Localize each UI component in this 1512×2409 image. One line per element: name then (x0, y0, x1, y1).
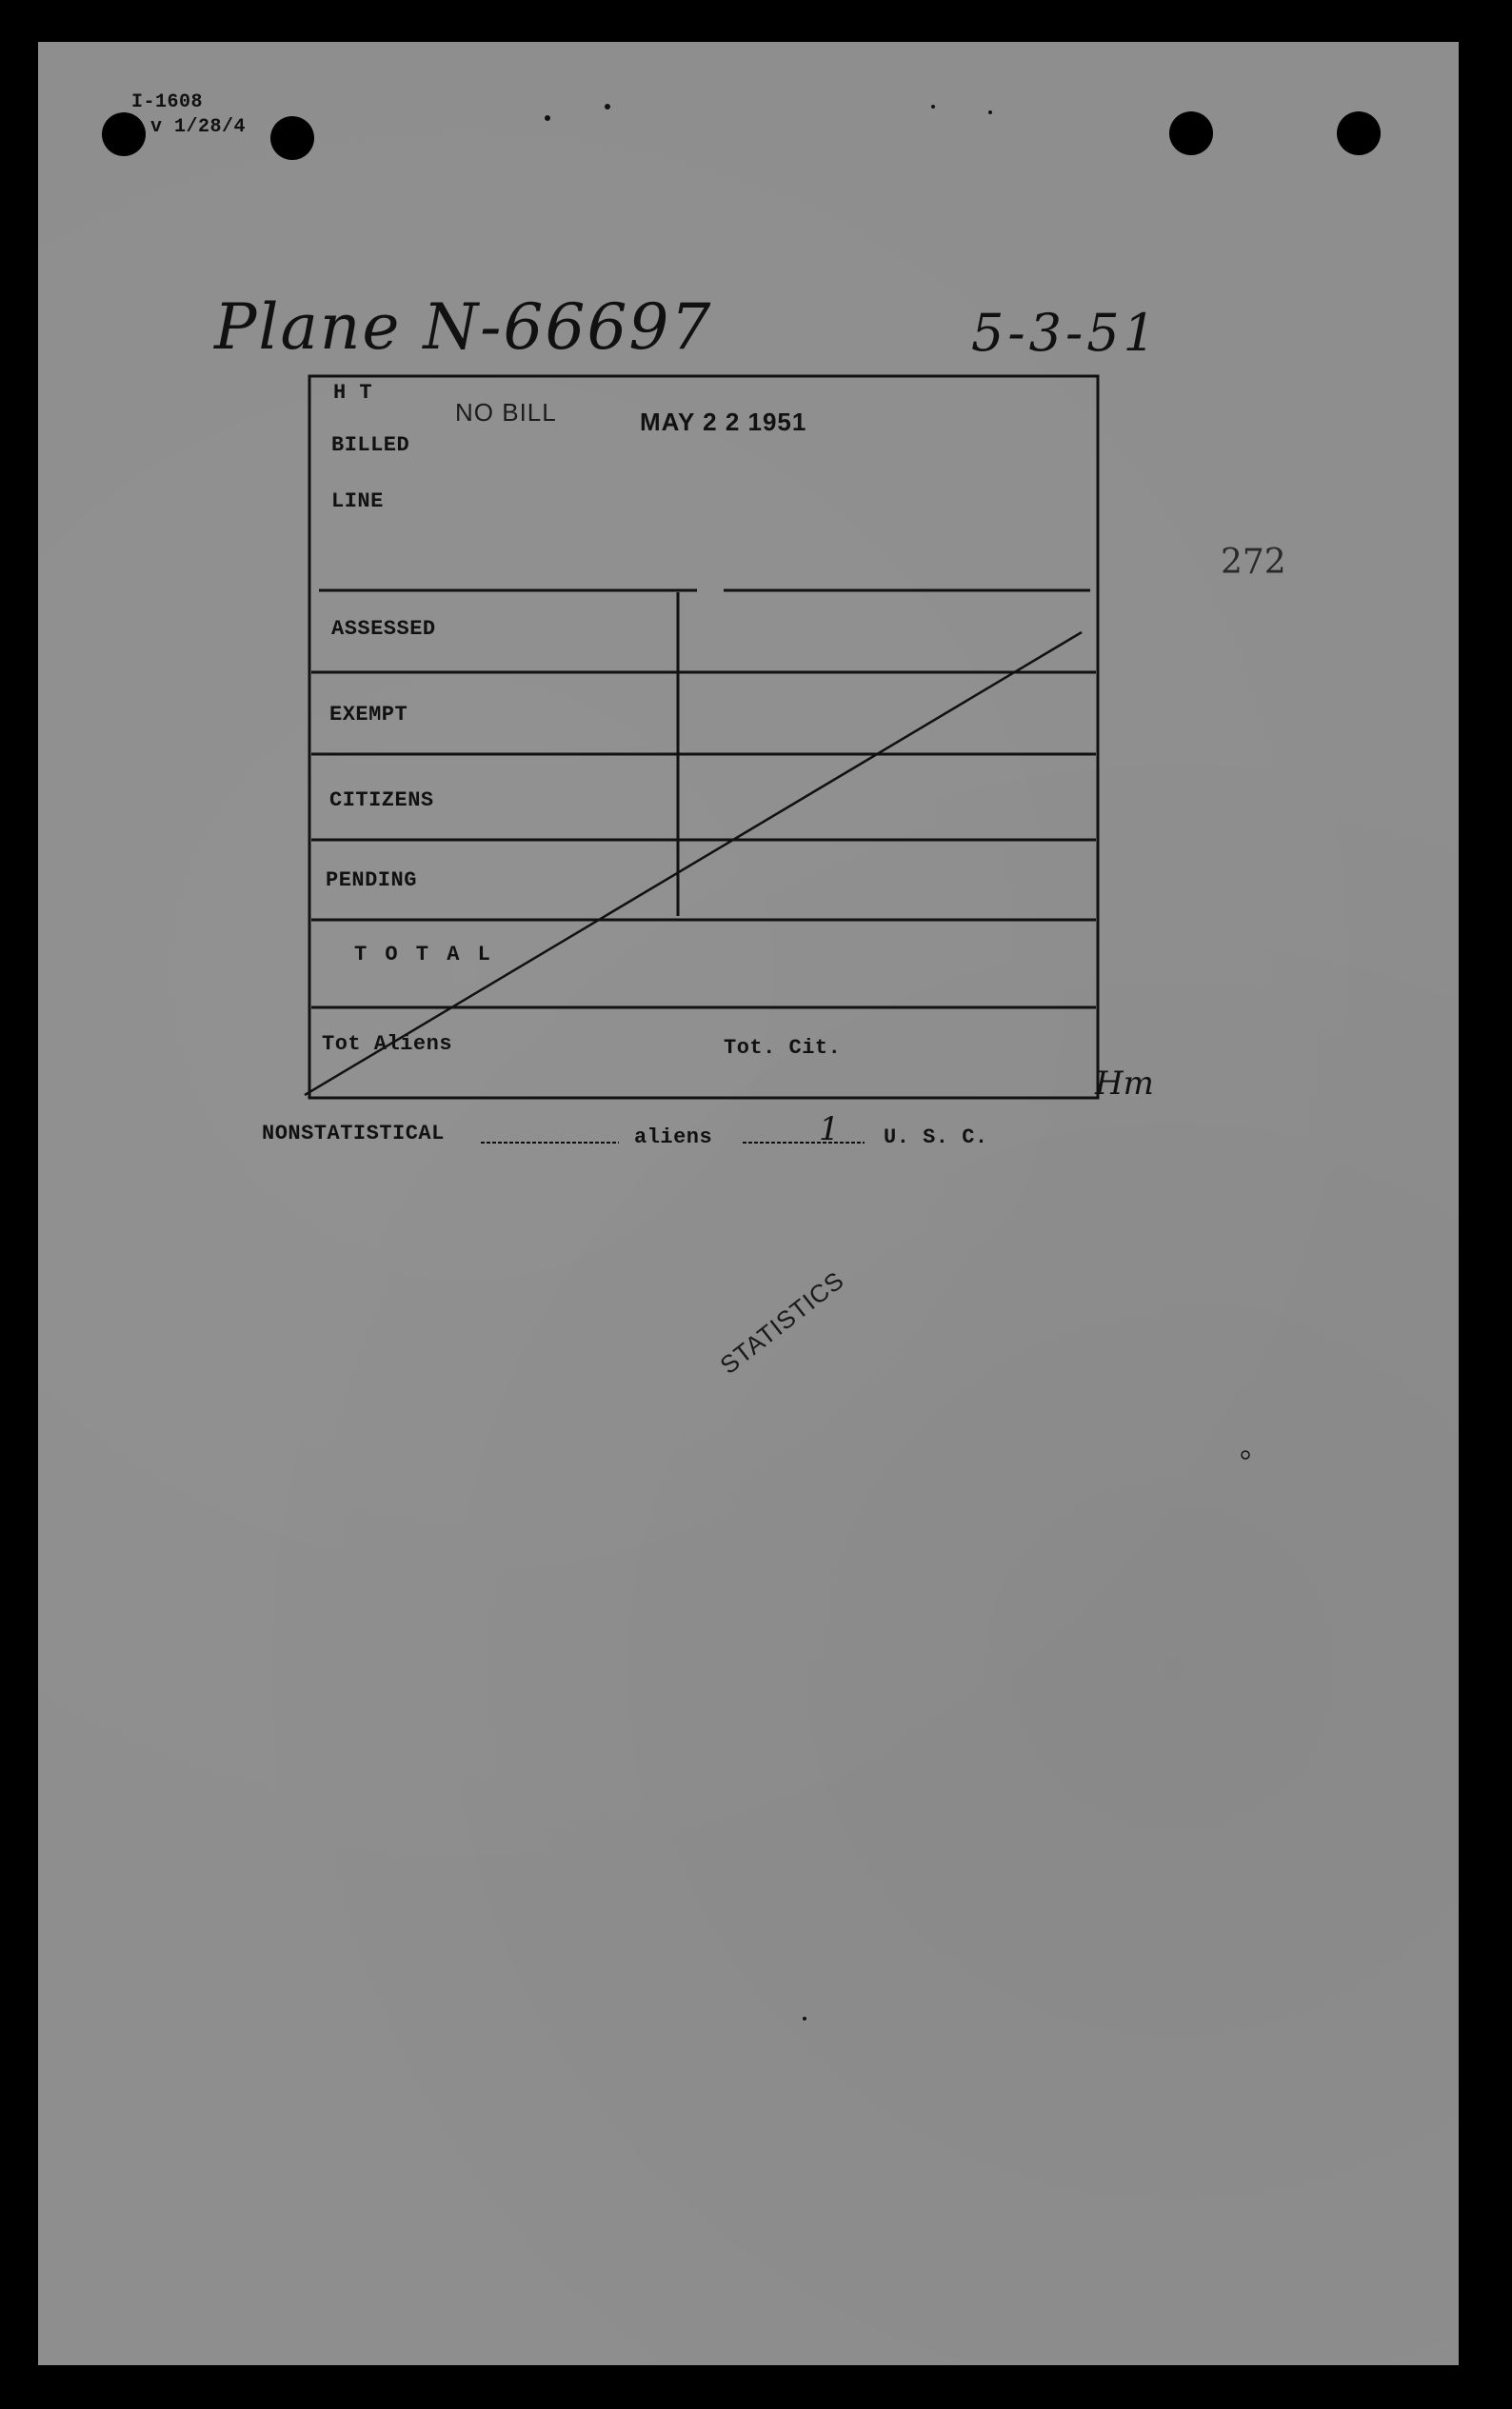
nonstatistical-label: NONSTATISTICAL (262, 1122, 445, 1145)
row-label-exempt: EXEMPT (329, 703, 408, 727)
form-revision: v 1/28/4 (150, 116, 247, 138)
label-line: LINE (331, 489, 384, 513)
aliens-label: aliens (634, 1125, 713, 1149)
handwritten-plane: Plane N-66697 (214, 290, 713, 364)
handwritten-initials: Hm (1095, 1065, 1154, 1103)
statistics-stamp: STATISTICS (714, 1265, 850, 1380)
page-number: 272 (1221, 543, 1286, 582)
usc-count: 1 (819, 1110, 840, 1148)
form-number: I-1608 (131, 91, 204, 113)
row-label-citizens: CITIZENS (329, 788, 434, 812)
no-bill-stamp: NO BILL (455, 398, 557, 427)
date-stamp: MAY 2 2 1951 (640, 408, 807, 436)
usc-label: U. S. C. (884, 1125, 988, 1149)
tot-cit-label: Tot. Cit. (724, 1036, 842, 1060)
label-billed: BILLED (331, 433, 410, 457)
handwritten-date: 5-3-51 (971, 303, 1160, 363)
row-label-assessed: ASSESSED (331, 617, 436, 641)
tot-aliens-label: Tot Aliens (322, 1032, 453, 1056)
total-label: T O T A L (354, 943, 493, 966)
row-label-pending: PENDING (326, 868, 417, 892)
label-ht: H T (333, 381, 373, 405)
